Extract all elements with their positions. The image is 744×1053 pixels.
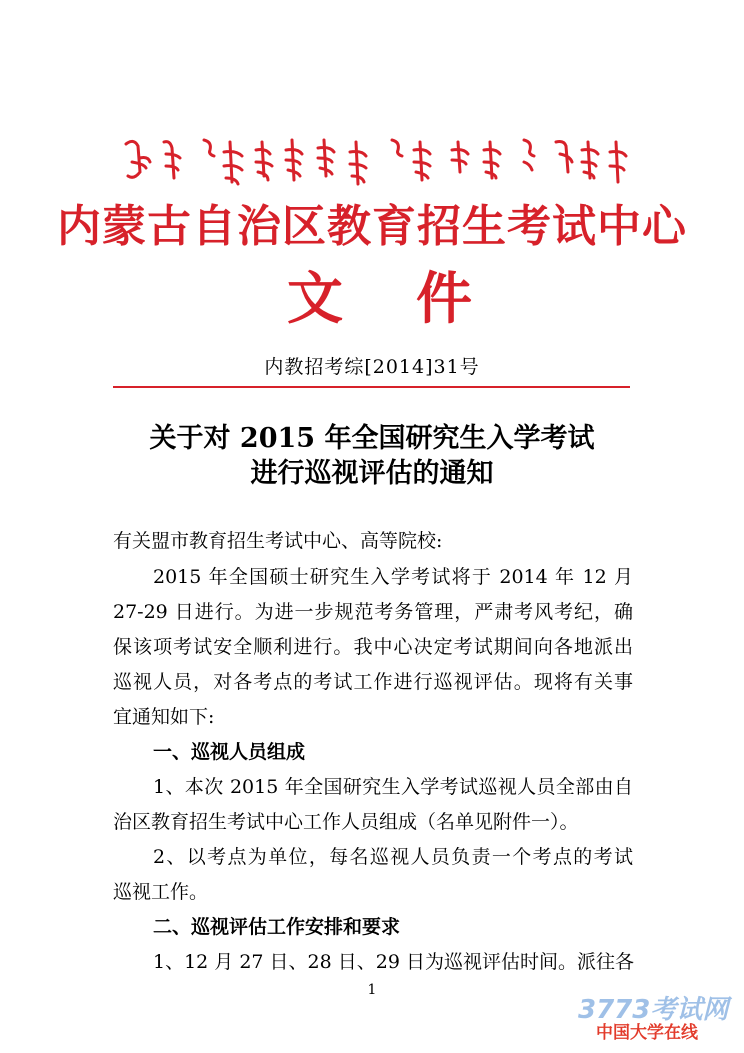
mongolian-word-9 [392, 140, 402, 156]
doc-type-char-1: 文 [287, 267, 343, 332]
issuer-title: 内蒙古自治区教育招生考试中心 [57, 201, 687, 252]
watermark-logo: 3773考试网 [578, 995, 729, 1025]
mongolian-word-10 [414, 142, 430, 180]
mongolian-word-13 [524, 140, 534, 170]
section-2-heading: 二、巡视评估工作安排和要求 [153, 916, 401, 938]
mongolian-word-1 [126, 141, 150, 177]
paragraph-1-line-3: 保该项考试安全顺利进行。我中心决定考试期间向各地派出 [113, 636, 633, 658]
item-2-line-2: 巡视工作。 [113, 881, 209, 903]
mongolian-word-7 [318, 140, 334, 176]
item-1-line-2: 治区教育招生考试中心工作人员组成（名单见附件一）。 [113, 811, 579, 833]
section-1-heading: 一、巡视人员组成 [153, 741, 306, 763]
page-number: 1 [367, 982, 377, 998]
item-1-line-1: 1、本次 2015 年全国研究生入学考试巡视人员全部由自 [153, 776, 633, 798]
mongolian-word-15 [582, 142, 598, 178]
paragraph-1-line-4: 巡视人员，对各考点的考试工作进行巡视评估。现将有关事 [113, 671, 633, 693]
item-2-line-1: 2、以考点为单位，每名巡视人员负责一个考点的考试 [153, 846, 633, 868]
mongolian-word-3 [204, 140, 214, 156]
mongolian-word-6 [286, 140, 302, 180]
mongolian-word-16 [610, 142, 626, 182]
subject-line-1: 关于对 2015 年全国研究生入学考试 [149, 423, 595, 454]
watermark-subtitle: 中国大学在线 [596, 1023, 698, 1043]
mongolian-word-11 [452, 142, 468, 172]
salutation: 有关盟市教育招生考试中心、高等院校: [113, 530, 443, 552]
mongolian-word-2 [164, 142, 180, 178]
red-divider-rule [113, 386, 630, 388]
paragraph-1-line-2: 27-29 日进行。为进一步规范考务管理，严肃考风考纪，确 [113, 601, 633, 623]
mongolian-script-header [120, 132, 632, 190]
doc-type-char-2: 件 [416, 267, 472, 332]
mongolian-word-4 [224, 142, 242, 184]
paragraph-1-line-1: 2015 年全国硕士研究生入学考试将于 2014 年 12 月 [153, 566, 633, 588]
mongolian-word-5 [256, 142, 272, 180]
subject-line-2: 进行巡视评估的通知 [250, 458, 494, 489]
mongolian-word-14 [556, 142, 572, 173]
item-3-line-1: 1、12 月 27 日、28 日、29 日为巡视评估时间。派往各 [153, 951, 634, 973]
document-number: 内教招考综[2014]31号 [264, 356, 480, 378]
mongolian-word-12 [484, 142, 500, 178]
paragraph-1-line-5: 宜通知如下: [113, 706, 215, 728]
mongolian-word-8 [350, 142, 366, 184]
